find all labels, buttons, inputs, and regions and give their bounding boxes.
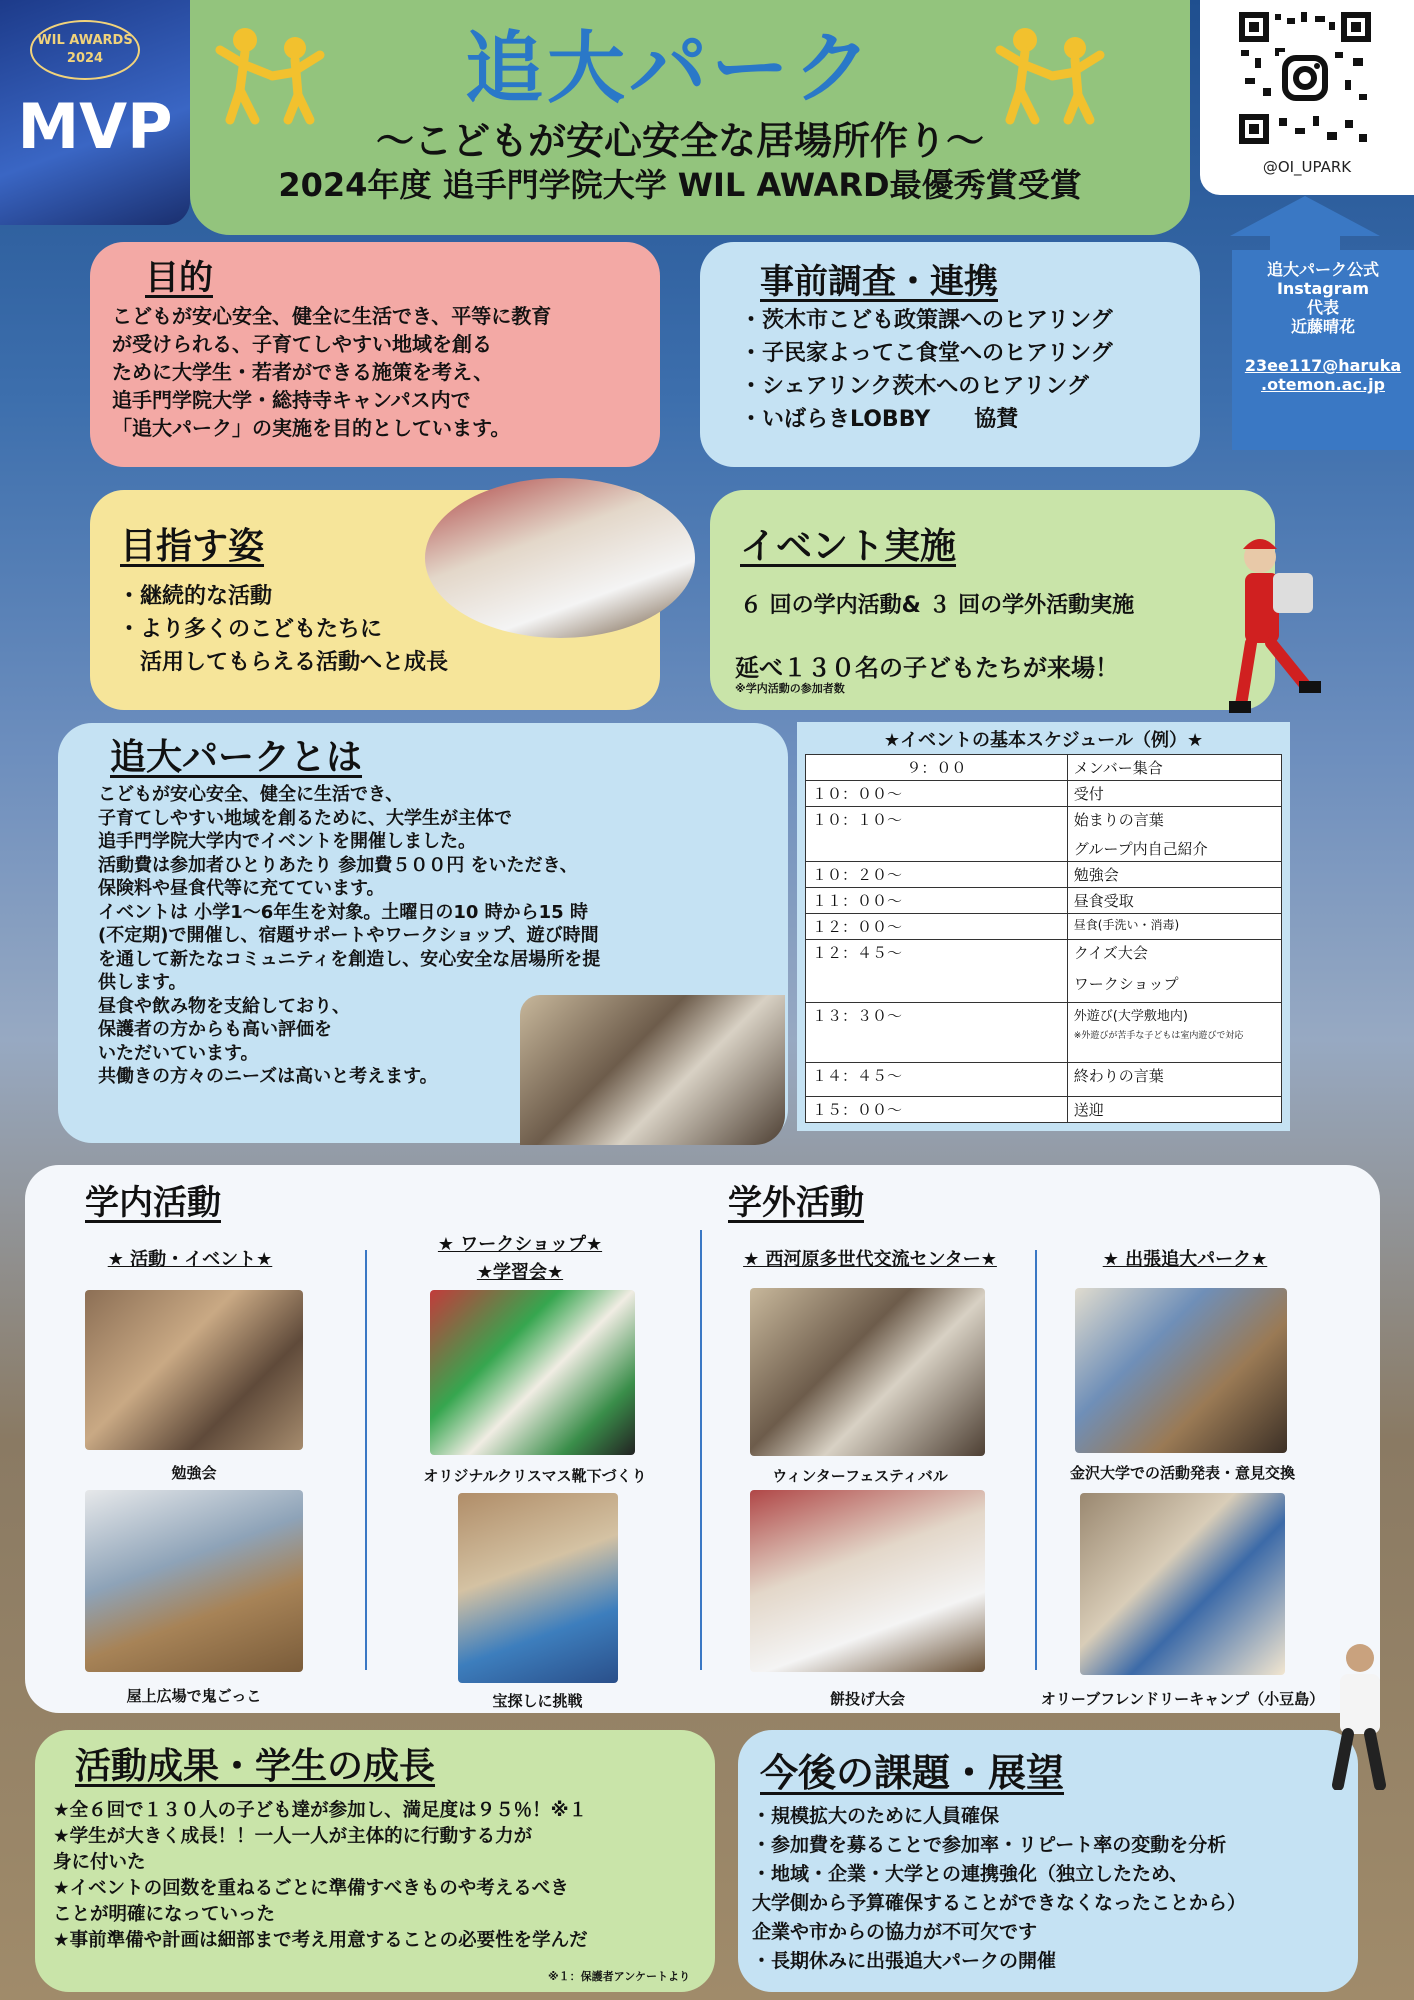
results-line: ★イベントの回数を重ねるごとに準備すべきものや考えるべき (53, 1878, 569, 1899)
results-line: ことが明確になっていった (53, 1904, 276, 1925)
contact-line: Instagram (1276, 279, 1370, 298)
results-footnote: ※１：保護者アンケートより (547, 1970, 690, 1983)
offcampus-col2-heading: ★ 出張追大パーク★ (1102, 1249, 1268, 1270)
about-line: (不定期)で開催し、宿題サポートやワークショップ、遊び時間 (98, 925, 599, 946)
schedule-title: ★イベントの基本スケジュール（例）★ (883, 730, 1204, 751)
goal-line: 活用してもらえる活動へと成長 (118, 650, 449, 675)
survey-panel (700, 242, 1200, 467)
about-line: 共働きの方々のニーズは高いと考えます。 (98, 1066, 438, 1087)
photo-caption: ウィンターフェスティバル (772, 1467, 948, 1485)
activity-photo (85, 1290, 303, 1450)
about-line: イベントは 小学1～6年生を対象。土曜日の10 時から15 時 (98, 901, 588, 923)
divider (1035, 1250, 1037, 1670)
schedule-time: １０：２０～ (806, 862, 1068, 888)
about-line: 活動費は参加者ひとりあたり 参加費５００円 をいただき、 (98, 854, 578, 876)
section-heading: 目指す姿 (120, 526, 265, 567)
events-panel (710, 490, 1275, 710)
about-line: いただいています。 (98, 1042, 259, 1064)
section-heading: 事前調査・連携 (760, 262, 998, 302)
table-row (806, 807, 1282, 862)
table-row (806, 1063, 1282, 1097)
purpose-line: が受けられる、子育てしやすい地域を創る (112, 332, 492, 356)
activity-photo (1080, 1493, 1285, 1675)
person-figure-icon (1300, 1640, 1410, 1790)
table-row (806, 781, 1282, 807)
results-line: ★全６回で１３０人の子ども達が参加し、満足度は９５％！※１ (53, 1800, 588, 1821)
future-line: ・地域・企業・大学との連携強化（独立したため、 (752, 1863, 1189, 1885)
contact-email[interactable]: 23ee117@haruka (1244, 356, 1402, 375)
activity-photo (750, 1490, 985, 1672)
santa-figure-icon (1215, 535, 1325, 725)
events-line: 延べ１３０名の子どもたちが来場！ (735, 654, 1119, 682)
results-line: ★学生が大きく成長！！一人一人が主体的に行動する力が (53, 1826, 533, 1847)
goal-photo (425, 478, 695, 638)
schedule-time: ９：００ (806, 755, 1068, 781)
schedule-item: 外遊び(大学敷地内) (1073, 1009, 1188, 1024)
photo-caption: オリジナルクリスマス靴下づくり (423, 1467, 647, 1485)
schedule-item: ※外遊びが苦手な子どもは室内遊びで対応 (1073, 1031, 1244, 1041)
purpose-line: こどもが安心安全、健全に生活でき、平等に教育 (112, 304, 552, 328)
photo-caption: 屋上広場で鬼ごっこ (126, 1687, 262, 1705)
survey-line: ・子民家よってこ食堂へのヒアリング (740, 341, 1113, 366)
survey-line: ・いばらきLOBBY 協賛 (740, 407, 1019, 432)
schedule-table (797, 722, 1290, 1131)
about-line: 供します。 (98, 972, 187, 993)
schedule-item: メンバー集合 (1067, 755, 1281, 781)
about-photo (520, 995, 785, 1145)
purpose-line: 追手門学院大学・総持寺キャンパス内で (112, 388, 471, 412)
campus-heading: 学内活動 (85, 1183, 221, 1223)
contact-line: 近藤晴花 (1290, 317, 1355, 336)
about-line: を通して新たなコミュニティを創造し、安心安全な居場所を提 (98, 948, 601, 970)
about-line: 追手門学院大学内でイベントを開催しました。 (98, 831, 476, 852)
schedule-time: １５：００～ (806, 1097, 1068, 1123)
contact-line: 追大パーク公式 (1266, 260, 1379, 279)
future-line: ・規模拡大のために人員確保 (752, 1805, 1000, 1827)
contact-box (1232, 250, 1414, 450)
purpose-line: ために大学生・若者ができる施策を考え、 (112, 360, 494, 384)
table-row (806, 862, 1282, 888)
schedule-item: 送迎 (1067, 1097, 1281, 1123)
about-line: 保険料や昼食代等に充てています。 (98, 878, 385, 899)
campus-col2-heading: ★学習会★ (476, 1262, 564, 1283)
purpose-panel (90, 242, 660, 467)
divider (700, 1230, 702, 1670)
photo-caption: 金沢大学での活動発表・意見交換 (1069, 1464, 1295, 1482)
purpose-line: 「追大パーク」の実施を目的としています。 (112, 416, 511, 440)
results-panel (35, 1730, 715, 1992)
future-panel (738, 1730, 1358, 1992)
schedule-time: １２：００～ (806, 914, 1068, 940)
arrow-up-icon (1230, 196, 1380, 256)
schedule-item: 昼食(手洗い・消毒) (1067, 914, 1281, 940)
mvp-badge-top: WIL AWARDS 2024 (30, 20, 140, 80)
schedule-item: クイズ大会 (1073, 944, 1148, 962)
schedule-item: 始まりの言葉 (1073, 811, 1164, 829)
survey-line: ・茨木市こども政策課へのヒアリング (740, 308, 1113, 333)
about-line: 子育てしやすい地域を創るために、大学生が主体で (98, 807, 512, 829)
section-heading: 目的 (145, 258, 213, 298)
schedule-item: 受付 (1067, 781, 1281, 807)
survey-line: ・シェアリンク茨木へのヒアリング (740, 374, 1089, 399)
activity-photo (750, 1288, 985, 1456)
schedule-time: １０：１０～ (806, 807, 1068, 862)
schedule-time: １０：００～ (806, 781, 1068, 807)
table-row (806, 888, 1282, 914)
instagram-handle: @OI_UPARK (1262, 158, 1352, 176)
about-line: 保護者の方からも高い評価を (98, 1019, 332, 1040)
results-line: 身に付いた (53, 1852, 146, 1873)
qr-card (1200, 0, 1414, 195)
schedule-time: １３：３０～ (806, 1003, 1068, 1063)
award-line: 2024年度 追手門学院大学 WIL AWARD最優秀賞受賞 (278, 166, 1082, 204)
divider (365, 1250, 367, 1670)
campus-col2-heading: ★ ワークショップ★ (437, 1234, 603, 1255)
future-line: 大学側から予算確保することができなくなったことから） (752, 1892, 1247, 1914)
page-title: 追大パーク (464, 24, 875, 114)
schedule-item: 勉強会 (1067, 862, 1281, 888)
schedule-item: 終わりの言葉 (1067, 1063, 1281, 1097)
page-subtitle: ～こどもが安心安全な居場所作り～ (375, 119, 984, 163)
activity-photo (458, 1493, 618, 1683)
table-row (806, 1003, 1282, 1063)
events-note: ※学内活動の参加者数 (735, 682, 845, 695)
table-row (806, 1097, 1282, 1123)
section-heading: 今後の課題・展望 (760, 1751, 1065, 1795)
schedule-time: １２：４５～ (806, 940, 1068, 1003)
mvp-badge-main: MVP (17, 90, 173, 163)
photo-caption: 餅投げ大会 (829, 1690, 905, 1708)
about-line: こどもが安心安全、健全に生活でき、 (98, 784, 404, 805)
activity-photo (85, 1490, 303, 1672)
mvp-badge (0, 0, 190, 225)
goal-line: ・継続的な活動 (118, 584, 273, 609)
future-line: ・参加費を募ることで参加率・リピート率の変動を分析 (752, 1834, 1227, 1856)
offcampus-col1-heading: ★ 西河原多世代交流センター★ (743, 1249, 997, 1270)
schedule-item: 昼食受取 (1067, 888, 1281, 914)
section-heading: 活動成果・学生の成長 (75, 1746, 436, 1787)
contact-email[interactable]: .otemon.ac.jp (1261, 375, 1385, 394)
section-heading: 追大パークとは (110, 737, 363, 778)
table-row (806, 940, 1282, 1003)
schedule-time: １１：００～ (806, 888, 1068, 914)
goal-line: ・より多くのこどもたちに (118, 617, 383, 642)
activity-photo (430, 1290, 635, 1455)
photo-caption: オリーブフレンドリーキャンプ（小豆島） (1040, 1690, 1325, 1708)
schedule-time: １４：４５～ (806, 1063, 1068, 1097)
schedule-item: ワークショップ (1073, 975, 1179, 993)
results-line: ★事前準備や計画は細部まで考え用意することの必要性を学んだ (53, 1930, 588, 1951)
photo-caption: 勉強会 (171, 1464, 217, 1482)
schedule-item: グループ内自己紹介 (1073, 840, 1208, 858)
about-line: 昼食や飲み物を支給しており、 (98, 995, 350, 1017)
offcampus-heading: 学外活動 (728, 1183, 864, 1223)
section-heading: イベント実施 (740, 526, 957, 567)
qr-code-icon (1235, 8, 1375, 148)
campus-col1-heading: ★ 活動・イベント★ (107, 1249, 273, 1270)
table-row (806, 914, 1282, 940)
photo-caption: 宝探しに挑戦 (492, 1692, 583, 1710)
events-line: ６ 回の学内活動& ３ 回の学外活動実施 (740, 593, 1135, 618)
future-line: ・長期休みに出張追大パークの開催 (752, 1950, 1057, 1972)
activity-photo (1075, 1288, 1287, 1453)
future-line: 企業や市からの協力が不可欠です (752, 1921, 1038, 1943)
contact-line: 代表 (1306, 298, 1339, 317)
table-row (806, 755, 1282, 781)
